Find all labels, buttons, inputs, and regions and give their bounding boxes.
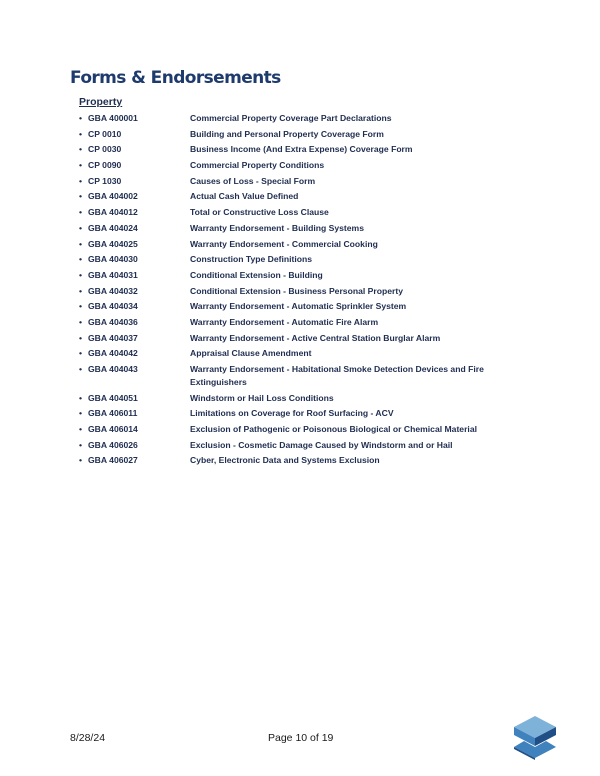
list-item	[79, 300, 519, 313]
form-description: Building and Personal Property Coverage Form	[190, 128, 384, 139]
bullet-icon: •	[79, 316, 83, 327]
form-code: GBA 406014	[88, 424, 138, 435]
list-item	[79, 439, 519, 452]
list-item	[79, 143, 519, 156]
list-item	[79, 128, 519, 141]
form-code: GBA 404042	[88, 348, 138, 359]
form-code: CP 0030	[88, 144, 122, 155]
form-description: Total or Constructive Loss Clause	[190, 207, 329, 218]
list-item	[79, 363, 519, 389]
form-code: GBA 404037	[88, 332, 138, 343]
list-item	[79, 238, 519, 251]
form-code: GBA 406027	[88, 455, 138, 466]
bullet-icon: •	[79, 455, 83, 466]
bullet-icon: •	[79, 144, 83, 155]
form-description: Warranty Endorsement - Active Central Station Burglar Alarm	[190, 332, 441, 343]
form-description: Warranty Endorsement - Habitational Smoke Detection Devices and Fire Extinguishers	[190, 364, 484, 387]
form-description: Actual Cash Value Defined	[190, 191, 299, 202]
form-code: GBA 406026	[88, 439, 138, 450]
list-item	[79, 159, 519, 172]
bullet-icon: •	[79, 128, 83, 139]
form-code: CP 0090	[88, 160, 122, 171]
bullet-icon: •	[79, 160, 83, 171]
form-code: GBA 404034	[88, 301, 138, 312]
form-description: Warranty Endorsement - Automatic Sprinkler System	[190, 301, 407, 312]
bullet-icon: •	[79, 332, 83, 343]
form-description: Exclusion of Pathogenic or Poisonous Biological or Chemical Material	[190, 424, 477, 435]
list-item	[79, 112, 519, 125]
bullet-icon: •	[79, 392, 83, 403]
form-code: CP 1030	[88, 175, 122, 186]
list-item	[79, 347, 519, 360]
form-code: GBA 400001	[88, 113, 138, 123]
list-item	[79, 190, 519, 203]
form-description: Conditional Extension - Business Personal Property	[190, 285, 403, 296]
bullet-icon: •	[79, 207, 83, 218]
section-heading-property: Property	[79, 96, 123, 108]
form-code: GBA 404030	[88, 254, 138, 265]
form-code: GBA 404012	[88, 207, 138, 218]
form-description: Conditional Extension - Building	[190, 269, 323, 280]
list-item	[79, 222, 519, 235]
form-code: GBA 404043	[88, 364, 138, 374]
bullet-icon: •	[79, 285, 83, 296]
form-description: Construction Type Definitions	[190, 254, 313, 265]
form-code: GBA 404051	[88, 392, 138, 403]
form-description: Cyber, Electronic Data and Systems Exclusion	[190, 455, 380, 466]
form-code: GBA 404025	[88, 238, 138, 249]
list-item	[79, 423, 519, 436]
form-description: Exclusion - Cosmetic Damage Caused by Windstorm and or Hail	[190, 439, 453, 450]
list-item	[79, 175, 519, 188]
form-description: Warranty Endorsement - Commercial Cooking	[190, 238, 378, 249]
list-item	[79, 316, 519, 329]
footer-date: 8/28/24	[70, 732, 106, 744]
form-description: Warranty Endorsement - Building Systems	[190, 222, 364, 233]
form-description: Windstorm or Hail Loss Conditions	[190, 392, 334, 403]
bullet-icon: •	[79, 424, 83, 435]
form-code: GBA 404002	[88, 191, 138, 202]
bullet-icon: •	[79, 238, 83, 249]
bullet-icon: •	[79, 348, 83, 359]
form-description: Causes of Loss - Special Form	[190, 175, 316, 186]
form-code: GBA 404032	[88, 285, 138, 296]
bullet-icon: •	[79, 175, 83, 186]
list-item	[79, 285, 519, 298]
form-code: CP 0010	[88, 128, 122, 139]
list-item	[79, 454, 519, 467]
form-description: Limitations on Coverage for Roof Surfacing - ACV	[190, 408, 394, 419]
list-item	[79, 206, 519, 219]
form-description: Business Income (And Extra Expense) Coverage Form	[190, 144, 413, 155]
list-item	[79, 407, 519, 420]
form-code: GBA 404036	[88, 316, 138, 327]
bullet-icon: •	[79, 269, 83, 280]
form-code: GBA 404031	[88, 269, 138, 280]
bullet-icon: •	[79, 364, 83, 374]
list-item	[79, 269, 519, 282]
bullet-icon: •	[79, 301, 83, 312]
bullet-icon: •	[79, 254, 83, 265]
company-logo-icon	[512, 714, 558, 760]
bullet-icon: •	[79, 113, 83, 123]
form-description: Commercial Property Coverage Part Declarations	[190, 113, 392, 123]
bullet-icon: •	[79, 222, 83, 233]
bullet-icon: •	[79, 408, 83, 419]
bullet-icon: •	[79, 191, 83, 202]
list-item	[79, 392, 519, 405]
forms-list	[79, 112, 519, 470]
list-item	[79, 332, 519, 345]
form-code: GBA 404024	[88, 222, 138, 233]
page-number: Page 10 of 19	[268, 732, 334, 744]
bullet-icon: •	[79, 439, 83, 450]
list-item	[79, 253, 519, 266]
form-description: Appraisal Clause Amendment	[190, 348, 312, 359]
form-description: Warranty Endorsement - Automatic Fire Alarm	[190, 316, 379, 327]
page-title: Forms & Endorsements	[70, 68, 281, 88]
form-description: Commercial Property Conditions	[190, 160, 325, 171]
form-code: GBA 406011	[88, 408, 138, 419]
